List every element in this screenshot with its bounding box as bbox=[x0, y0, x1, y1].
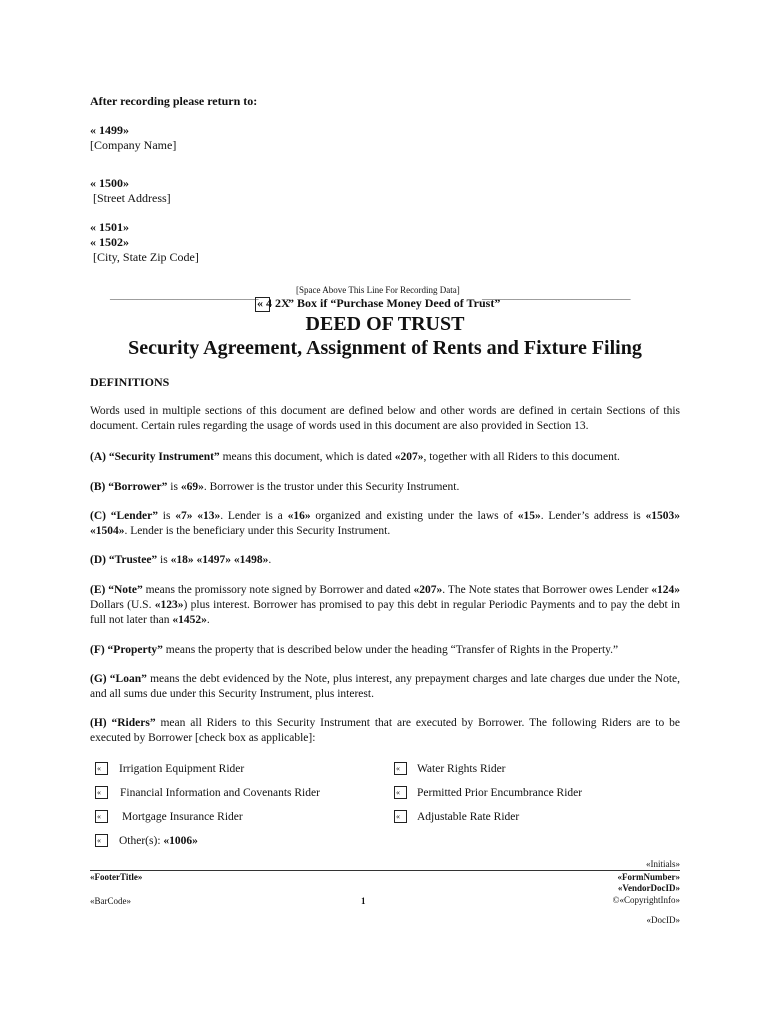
other-rider-label bbox=[119, 834, 198, 848]
definition-a-label: (A) “Security Instrument” bbox=[90, 451, 220, 463]
definition-a-field: «207» bbox=[394, 451, 424, 463]
checkbox-glyph: « bbox=[97, 788, 101, 797]
definition-d-text-end: . bbox=[268, 554, 272, 566]
definition-b-text: is bbox=[167, 481, 181, 493]
footer-title: «FooterTitle» bbox=[90, 872, 143, 882]
definition-e-text-5: . bbox=[206, 614, 210, 626]
water-rights-rider-checkbox[interactable] bbox=[394, 762, 407, 775]
recording-line-left: _________________________________ bbox=[110, 291, 259, 301]
footer-form-number: «FormNumber» bbox=[617, 872, 680, 882]
definition-d bbox=[90, 553, 680, 568]
definition-e-field-3: «123» bbox=[154, 599, 184, 611]
definition-g-label: (G) “Loan” bbox=[90, 673, 147, 685]
other-rider-checkbox[interactable] bbox=[95, 834, 108, 847]
checkbox-glyph: « bbox=[396, 812, 400, 821]
footer-initials: «Initials» bbox=[646, 859, 680, 869]
financial-rider-label: Financial Information and Covenants Rider bbox=[120, 787, 320, 799]
checkbox-glyph: « bbox=[97, 812, 101, 821]
adjustable-rate-rider-checkbox[interactable] bbox=[394, 810, 407, 823]
mortgage-insurance-rider-checkbox[interactable] bbox=[95, 810, 108, 823]
definition-d-field: «18» «1497» «1498» bbox=[170, 554, 269, 566]
definition-e-text-4: ) plus interest. Borrower has promised to pay this debt in regular Periodic Payments and to pay the debt in full not later than bbox=[90, 599, 680, 626]
definition-c-field-3: «15» bbox=[517, 510, 541, 522]
financial-rider-checkbox[interactable] bbox=[95, 786, 108, 799]
definition-g bbox=[90, 672, 680, 702]
definition-e-field-1: «207» bbox=[413, 584, 443, 596]
checkbox-glyph: « bbox=[396, 788, 400, 797]
definition-f-text: means the property that is described below under the heading “Transfer of Rights in the Property.” bbox=[162, 644, 619, 656]
footer-doc-id: «DocID» bbox=[646, 915, 680, 925]
definition-e-field-4: «1452» bbox=[172, 614, 207, 626]
city-state-zip-placeholder: [City, State Zip Code] bbox=[93, 250, 199, 264]
definition-f-label: (F) “Property” bbox=[90, 644, 163, 656]
footer-barcode: «BarCode» bbox=[90, 896, 131, 906]
definition-d-label: (D) “Trustee” bbox=[90, 554, 158, 566]
definition-a-text: means this document, which is dated bbox=[219, 451, 395, 463]
permitted-rider-label: Permitted Prior Encumbrance Rider bbox=[417, 787, 583, 799]
footer-rule bbox=[90, 870, 680, 871]
adjustable-rate-rider-label: Adjustable Rate Rider bbox=[417, 811, 520, 823]
checkbox-glyph: « bbox=[396, 764, 400, 773]
field-1501: « 1501» bbox=[90, 220, 129, 234]
company-name-placeholder: [Company Name] bbox=[90, 138, 177, 152]
footer-copyright: ©«CopyrightInfo» bbox=[612, 895, 680, 905]
purchase-money-checkbox-text: « 4 bbox=[257, 296, 272, 310]
definition-b-text-end: . Borrower is the trustor under this Security Instrument. bbox=[203, 481, 460, 493]
definition-c-field-4: «1503» «1504» bbox=[90, 510, 681, 537]
definition-f bbox=[90, 643, 680, 658]
definition-e-field-2: «124» bbox=[651, 584, 681, 596]
irrigation-rider-label: Irrigation Equipment Rider bbox=[119, 763, 245, 775]
definition-d-text: is bbox=[157, 554, 171, 566]
field-1500: « 1500» bbox=[90, 176, 129, 190]
definitions-heading: DEFINITIONS bbox=[90, 375, 170, 389]
definition-c-label: (C) “Lender” bbox=[90, 510, 159, 522]
definition-h-text: mean all Riders to this Security Instrument that are executed by Borrower. The following Riders are to be executed by Borrower [check box as applicable]: bbox=[90, 717, 680, 744]
footer-page-number: 1 bbox=[361, 896, 366, 906]
field-1502: « 1502» bbox=[90, 235, 129, 249]
definition-e-label: (E) “Note” bbox=[90, 584, 143, 596]
definition-h bbox=[90, 716, 680, 746]
definition-c-text-2: . Lender is a bbox=[220, 510, 288, 522]
definition-e-text-3: Dollars (U.S. bbox=[90, 599, 155, 611]
checkbox-glyph: « bbox=[97, 764, 101, 773]
definition-c-text-1: is bbox=[158, 510, 176, 522]
definition-e bbox=[90, 583, 680, 628]
definition-c-text-5: . Lender is the beneficiary under this Security Instrument. bbox=[124, 525, 391, 537]
other-rider-label-text: Other(s): bbox=[119, 835, 164, 847]
purchase-money-label: ” Box if “Purchase Money Deed of Trust” bbox=[288, 296, 501, 310]
definition-c-text-4: . Lender’s address is bbox=[540, 510, 646, 522]
definition-a-text-end: , together with all Riders to this document. bbox=[423, 451, 620, 463]
mortgage-insurance-rider-label: Mortgage Insurance Rider bbox=[122, 811, 243, 823]
definition-c bbox=[90, 509, 680, 539]
definition-c-text-3: organized and existing under the laws of bbox=[310, 510, 518, 522]
water-rights-rider-label: Water Rights Rider bbox=[417, 763, 506, 775]
definition-c-field-2: «16» bbox=[287, 510, 311, 522]
checkbox-glyph: « bbox=[97, 836, 101, 845]
definition-b-field: «69» bbox=[180, 481, 204, 493]
definition-a bbox=[90, 450, 680, 465]
definitions-intro: Words used in multiple sections of this document are defined below and other words are defined in certain Sections of this document. Certain rules regarding the usage of words used in this document are also provided in Section 13. bbox=[90, 405, 680, 432]
street-address-placeholder: [Street Address] bbox=[93, 191, 171, 205]
document-title: DEED OF TRUST bbox=[305, 313, 465, 335]
purchase-money-overlap-text: 2X bbox=[275, 296, 290, 310]
field-1499: « 1499» bbox=[90, 123, 129, 137]
definition-g-text: means the debt evidenced by the Note, plus interest, any prepayment charges and late charges due under the Note, and all sums due under this Security Instrument, plus interest. bbox=[90, 673, 680, 700]
recording-line-text: [Space Above This Line For Recording Data] bbox=[296, 285, 460, 295]
definition-c-field-1: «7» «13» bbox=[175, 510, 221, 522]
definition-h-label: (H) “Riders” bbox=[90, 717, 156, 729]
return-heading: After recording please return to: bbox=[90, 94, 258, 108]
definition-b-label: (B) “Borrower” bbox=[90, 481, 168, 493]
permitted-rider-checkbox[interactable] bbox=[394, 786, 407, 799]
document-subtitle: Security Agreement, Assignment of Rents and Fixture Filing bbox=[128, 337, 642, 359]
definition-e-text-1: means the promissory note signed by Borrower and dated bbox=[142, 584, 414, 596]
definition-e-text-2: . The Note states that Borrower owes Lender bbox=[442, 584, 652, 596]
definition-b bbox=[90, 480, 680, 495]
irrigation-rider-checkbox[interactable] bbox=[95, 762, 108, 775]
recording-line-right: _________________________________ bbox=[482, 291, 631, 301]
footer-vendor-doc-id: «VendorDocID» bbox=[617, 883, 680, 893]
other-rider-field: «1006» bbox=[163, 835, 198, 847]
